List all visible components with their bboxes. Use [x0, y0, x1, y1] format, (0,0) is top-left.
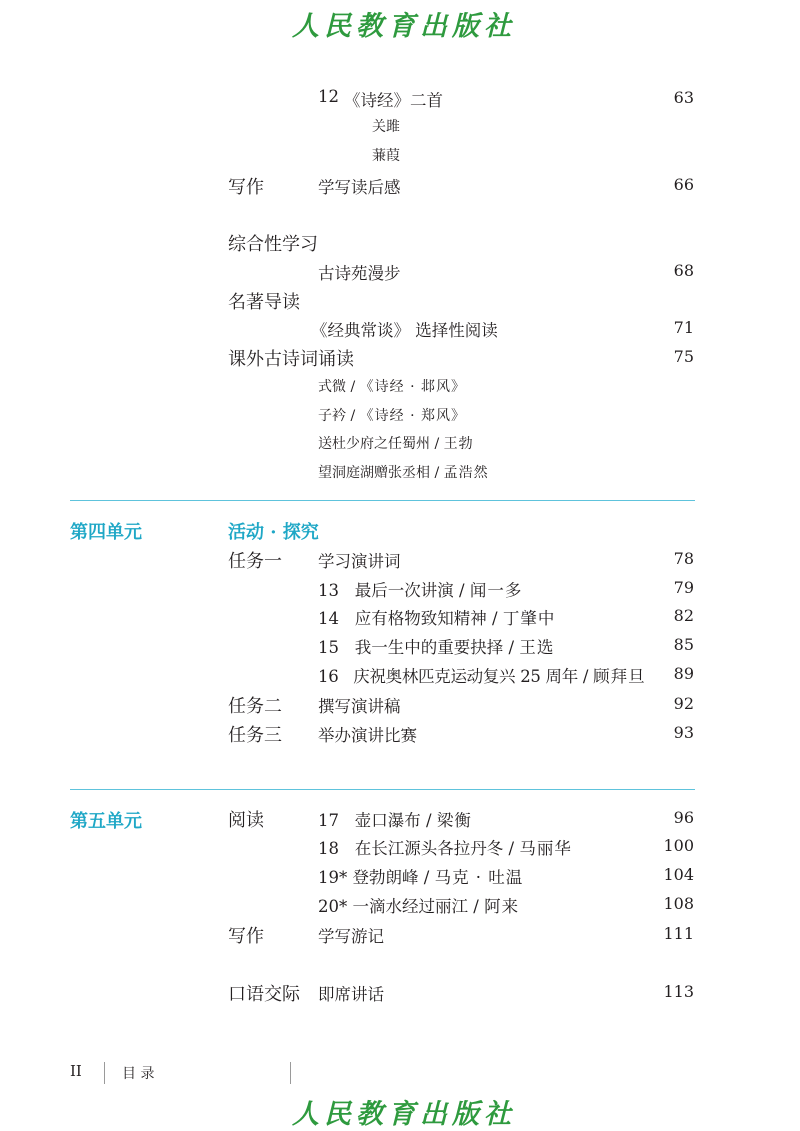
task-1-page: 78: [673, 549, 694, 568]
speaking-label: 口语交际: [228, 984, 300, 1005]
comprehensive-page: 68: [673, 261, 694, 280]
extra-poem-item: 式微 / 《诗经 · 邶风》: [318, 379, 466, 395]
poem-guanju: 关雎: [372, 119, 400, 135]
extra-poem-item: 望洞庭湖赠张丞相 / 孟浩然: [318, 465, 489, 481]
task-2-title: 撰写演讲稿: [318, 697, 401, 716]
lesson-row: 17 壶口瀑布 / 梁衡: [318, 811, 472, 830]
lesson-page: 82: [673, 606, 694, 625]
lesson-row: 20* 一滴水经过丽江 / 阿来: [318, 897, 520, 916]
speaking-page: 113: [663, 982, 694, 1001]
task-1-title: 学习演讲词: [318, 552, 401, 571]
lesson-12-page: 63: [673, 88, 694, 107]
task-3-label: 任务三: [228, 725, 282, 746]
extra-poems-page: 75: [673, 347, 694, 366]
unit5-writing-title: 学写游记: [318, 927, 384, 946]
lesson-row: 19* 登勃朗峰 / 马克 · 吐温: [318, 868, 524, 887]
task-3-title: 举办演讲比赛: [318, 726, 417, 745]
footer-divider: [290, 1062, 291, 1084]
unit-5-label: 第五单元: [70, 811, 142, 832]
lesson-page: 85: [673, 635, 694, 654]
lesson-row: 14 应有格物致知精神 / 丁肇中: [318, 609, 556, 628]
lesson-12-num: 12: [318, 87, 339, 106]
speaking-title: 即席讲话: [318, 985, 384, 1004]
writing-label: 写作: [228, 177, 264, 198]
unit5-writing-page: 111: [663, 924, 694, 943]
unit5-writing-label: 写作: [228, 926, 264, 947]
lesson-row: 13 最后一次讲演 / 闻一多: [318, 581, 523, 600]
section-divider: [70, 789, 695, 790]
lesson-page: 100: [663, 836, 694, 855]
writing-page: 66: [673, 175, 694, 194]
footer-divider: [104, 1062, 105, 1084]
unit-4-heading: 活动 · 探究: [228, 522, 319, 543]
publisher-logo-top: 人民教育出版社: [292, 11, 516, 42]
classics-title: 《经典常谈》 选择性阅读: [311, 321, 498, 340]
task-2-page: 92: [673, 694, 694, 713]
task-1-label: 任务一: [228, 551, 282, 572]
comprehensive-label: 综合性学习: [228, 234, 318, 255]
lesson-page: 104: [663, 865, 694, 884]
lesson-row: 18 在长江源头各拉丹冬 / 马丽华: [318, 839, 572, 858]
extra-poems-label: 课外古诗词诵读: [228, 349, 354, 370]
task-2-label: 任务二: [228, 696, 282, 717]
classics-page: 71: [673, 318, 694, 337]
publisher-logo-bottom: 人民教育出版社: [292, 1099, 516, 1130]
unit-4-label: 第四单元: [70, 522, 142, 543]
extra-poem-item: 送杜少府之任蜀州 / 王勃: [318, 436, 474, 452]
task-3-page: 93: [673, 723, 694, 742]
lesson-12-title: 《诗经》二首: [344, 91, 443, 110]
poem-jianjia: 蒹葭: [372, 148, 400, 164]
writing-title: 学写读后感: [318, 178, 401, 197]
extra-poem-item: 子衿 / 《诗经 · 郑风》: [318, 408, 466, 424]
lesson-row: 16 庆祝奥林匹克运动复兴 25 周年 / 顾拜旦: [318, 667, 646, 686]
lesson-page: 96: [673, 808, 694, 827]
section-divider: [70, 500, 695, 501]
classics-label: 名著导读: [228, 292, 300, 313]
footer-section-title: 目 录: [122, 1066, 155, 1082]
comprehensive-title: 古诗苑漫步: [318, 264, 401, 283]
lesson-page: 108: [663, 894, 694, 913]
reading-label: 阅读: [228, 810, 264, 831]
lesson-page: 79: [673, 578, 694, 597]
footer-page-number: II: [70, 1062, 82, 1080]
lesson-row: 15 我一生中的重要抉择 / 王选: [318, 638, 555, 657]
lesson-page: 89: [673, 664, 694, 683]
